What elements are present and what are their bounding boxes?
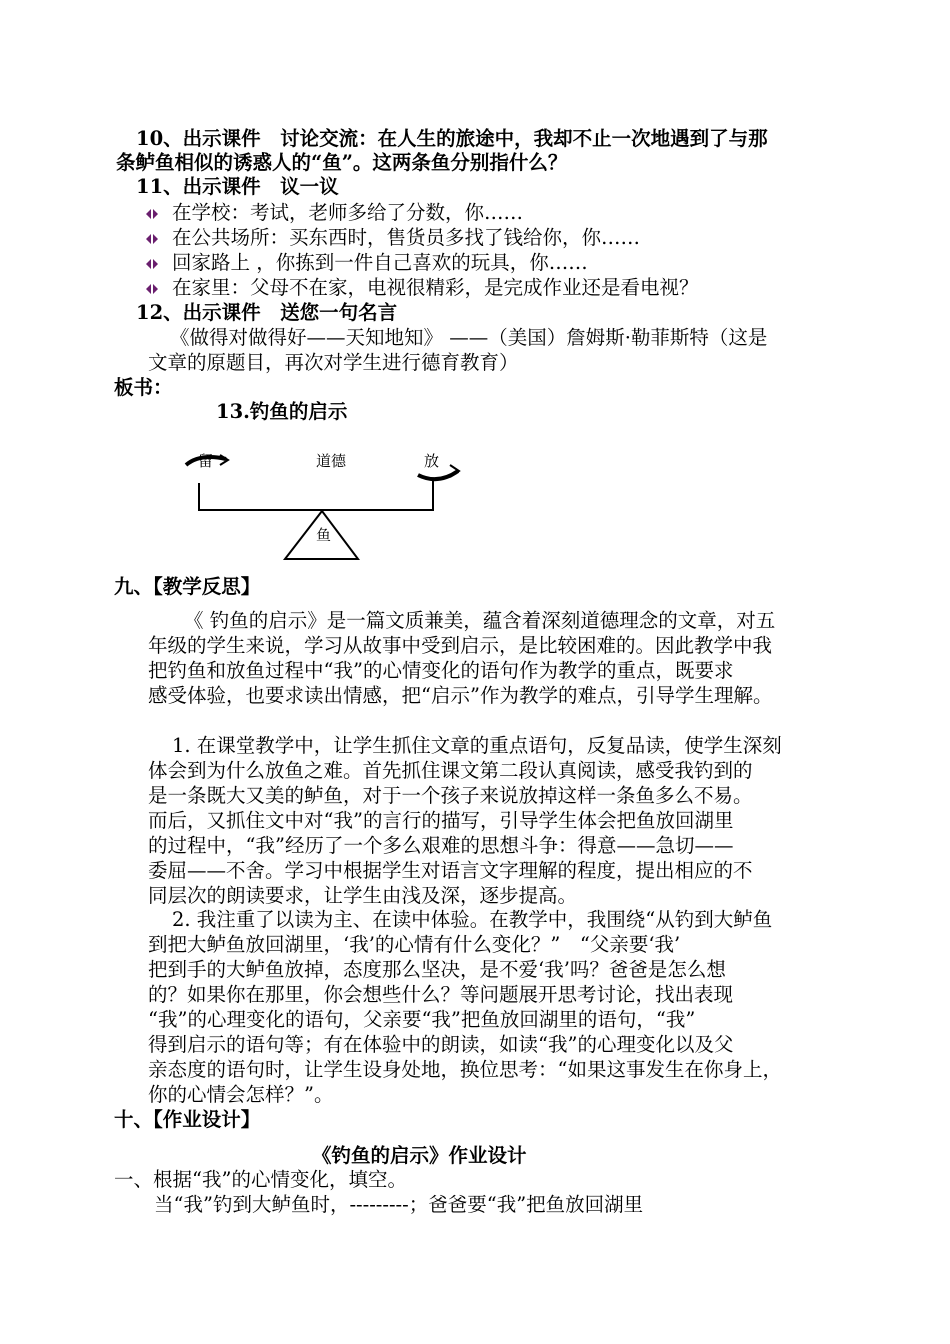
- reflection-line: 《 钓鱼的启示》是一篇文质兼美，蕴含着深刻道德理念的文章，对五: [184, 609, 776, 632]
- balance-diagram: [180, 445, 480, 569]
- right-label: 放: [424, 452, 440, 470]
- reflection-line: 把钓鱼和放鱼过程中“我”的心情变化的语句作为教学的重点，既要求: [148, 659, 734, 682]
- reflection-line: 体会到为什么放鱼之难。首先抓住课文第二段认真阅读，感受我钓到的: [148, 759, 753, 782]
- homework-title: 《钓鱼的启示》作业设计: [312, 1144, 527, 1167]
- bullet-item: 回家路上 ，你拣到一件自己喜欢的玩具，你……: [172, 251, 588, 274]
- center-label: 道德: [316, 452, 347, 470]
- reflection-line: 同层次的朗读要求，让学生由浅及深，逐步提高。: [148, 884, 578, 907]
- diamond-bullet-icon: [144, 256, 160, 272]
- bullet-item: 在家里：父母不在家，电视很精彩，是完成作业还是看电视？: [172, 276, 699, 299]
- board-title: 13.钓鱼的启示: [216, 400, 348, 423]
- section11-heading: 11、出示课件 议一议: [136, 175, 339, 198]
- fulcrum-label: 鱼: [316, 526, 332, 544]
- reflection-line: “我”的心理变化的语句，父亲要“我”把鱼放回湖里的语句，“我”: [148, 1008, 696, 1031]
- reflection-line: 年级的学生来说，学习从故事中受到启示，是比较困难的。因此教学中我: [148, 634, 773, 657]
- diamond-bullet-icon: [144, 206, 160, 222]
- reflection-line: 的？如果你在那里，你会想些什么？等问题展开思考讨论，找出表现: [148, 983, 734, 1006]
- bullet-item: 在公共场所：买东西时，售货员多找了钱给你，你……: [172, 226, 641, 249]
- homework-question: 一、根据“我”的心情变化，填空。: [114, 1168, 407, 1191]
- reflection-line: 2. 我注重了以读为主、在读中体验。在教学中，我围绕“从钓到大鲈鱼: [172, 908, 773, 931]
- reflection-line: 1. 在课堂教学中，让学生抓住文章的重点语句，反复品读，使学生深刻: [172, 734, 782, 757]
- reflection-line: 委屈——不舍。学习中根据学生对语言文字理解的程度，提出相应的不: [148, 859, 753, 882]
- reflection-line: 而后，又抓住文中对“我”的言行的描写，引导学生体会把鱼放回湖里: [148, 809, 734, 832]
- quote-line2: 文章的原题目，再次对学生进行德育教育）: [148, 351, 519, 374]
- reflection-line: 把到手的大鲈鱼放掉，态度那么坚决，是不爱‘我’吗？爸爸是怎么想: [148, 958, 726, 981]
- reflection-line: 是一条既大又美的鲈鱼，对于一个孩子来说放掉这样一条鱼多么不易。: [148, 784, 753, 807]
- diamond-bullet-icon: [144, 281, 160, 297]
- section10b-heading: 十、【作业设计】: [114, 1108, 261, 1131]
- board-label: 板书：: [114, 376, 173, 399]
- reflection-line: 亲态度的语句时，让学生设身处地，换位思考：“如果这事发生在你身上，: [148, 1058, 782, 1081]
- bullet-item: 在学校：考试，老师多给了分数，你……: [172, 201, 524, 224]
- section9-heading: 九、【教学反思】: [114, 575, 261, 598]
- section10-line1: 10、出示课件 讨论交流：在人生的旅途中，我却不止一次地遇到了与那: [136, 127, 768, 150]
- reflection-line: 的过程中，“我”经历了一个多么艰难的思想斗争：得意——急切——: [148, 834, 734, 857]
- reflection-line: 得到启示的语句等；有在体验中的朗读，如读“我”的心理变化以及父: [148, 1033, 734, 1056]
- reflection-line: 感受体验，也要求读出情感，把“启示”作为教学的难点，引导学生理解。: [148, 684, 773, 707]
- balance-beam: [199, 481, 433, 510]
- left-label: 留: [198, 452, 214, 470]
- diamond-bullet-icon: [144, 231, 160, 247]
- reflection-line: 你的心情会怎样？”。: [148, 1083, 334, 1106]
- reflection-line: 到把大鲈鱼放回湖里，‘我’的心情有什么变化？” “父亲要‘我’: [148, 933, 681, 956]
- section10-line2: 条鲈鱼相似的诱惑人的“鱼”。这两条鱼分别指什么？: [116, 151, 568, 174]
- quote-line1: 《做得对做得好——天知地知》 ——（美国）詹姆斯·勒菲斯特（这是: [170, 326, 768, 349]
- homework-fill-line: 当“我”钓到大鲈鱼时，---------；爸爸要“我”把鱼放回湖里: [154, 1193, 644, 1216]
- section12-heading: 12、出示课件 送您一句名言: [136, 301, 398, 324]
